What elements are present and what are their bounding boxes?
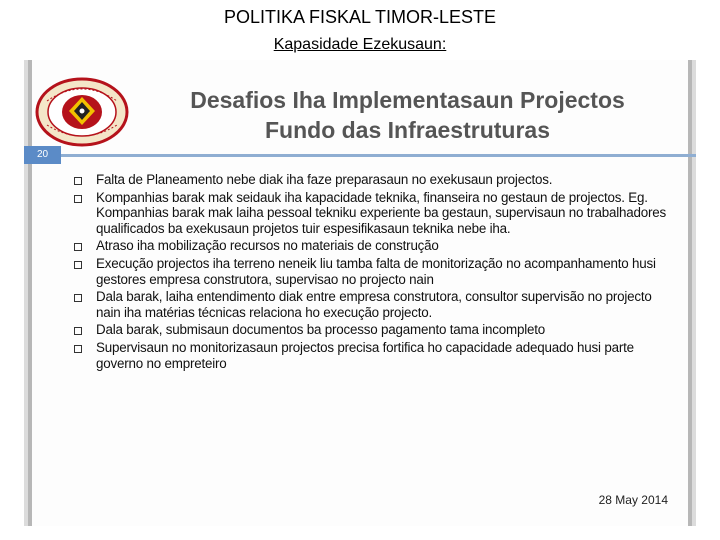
- page-subtitle: Kapasidade Ezekusaun:: [273, 36, 447, 53]
- slide-left-border: [28, 60, 32, 526]
- list-item: [72, 322, 672, 338]
- list-item: [72, 340, 672, 371]
- list-item-text: Dala barak, submisaun documentos ba processo pagamento tama incompleto: [96, 322, 545, 338]
- page-number-badge: 20: [24, 146, 61, 164]
- slide-right-border: [688, 60, 692, 526]
- list-item-text: Atraso iha mobilização recursos no materiais de construção: [96, 238, 439, 254]
- list-item: [72, 190, 672, 237]
- checkbox-bullet-icon: [74, 327, 82, 335]
- list-item: [72, 238, 672, 254]
- list-item-text: Kompanhias barak mak seidauk iha kapacidade teknika, finanseira no gestaun de projectos. Eg. Kompanhias barak mak laiha pessoal tekniku experiente ba gestaun, supervisaun no trabalhadores qualificados ba exekusaun projetos tuir espesifikasaun teknika nebe iha.: [96, 189, 667, 236]
- list-item: [72, 289, 672, 320]
- bullet-list: [72, 172, 672, 373]
- page-title: POLITIKA FISKAL TIMOR-LESTE: [223, 7, 497, 27]
- title-divider: [61, 154, 696, 157]
- checkbox-bullet-icon: [74, 177, 82, 185]
- checkbox-bullet-icon: [74, 195, 82, 203]
- timor-leste-emblem-icon: [35, 77, 129, 147]
- list-item: [72, 172, 672, 188]
- list-item-text: Supervisaun no monitorizasaun projectos precisa fortifica ho capacidade adequado husi parte governo no empreteiro: [96, 339, 634, 371]
- slide-title-line1: Desafios Iha Implementasaun Projectos: [190, 87, 625, 113]
- checkbox-bullet-icon: [74, 345, 82, 353]
- slide-date: 28 May 2014: [598, 493, 668, 507]
- list-item-text: Dala barak, laiha entendimento diak entre empresa construtora, consultor supervisão no projecto nain iha matérias técnicas relaciona ho execução projecto.: [96, 289, 652, 320]
- checkbox-bullet-icon: [74, 243, 82, 251]
- checkbox-bullet-icon: [74, 261, 82, 269]
- list-item-text: Execução projectos iha terreno neneik liu tamba falta de monitorização no acompanhamento husi gestores empresa construtora, supervisao no projecto nain: [96, 255, 656, 287]
- checkbox-bullet-icon: [74, 294, 82, 302]
- slide-title-line2: Fundo das Infraestruturas: [265, 117, 550, 143]
- list-item-text: Falta de Planeamento nebe diak iha faze preparasaun no exekusaun projectos.: [96, 172, 553, 187]
- slide-title: [135, 85, 680, 145]
- list-item: [72, 256, 672, 287]
